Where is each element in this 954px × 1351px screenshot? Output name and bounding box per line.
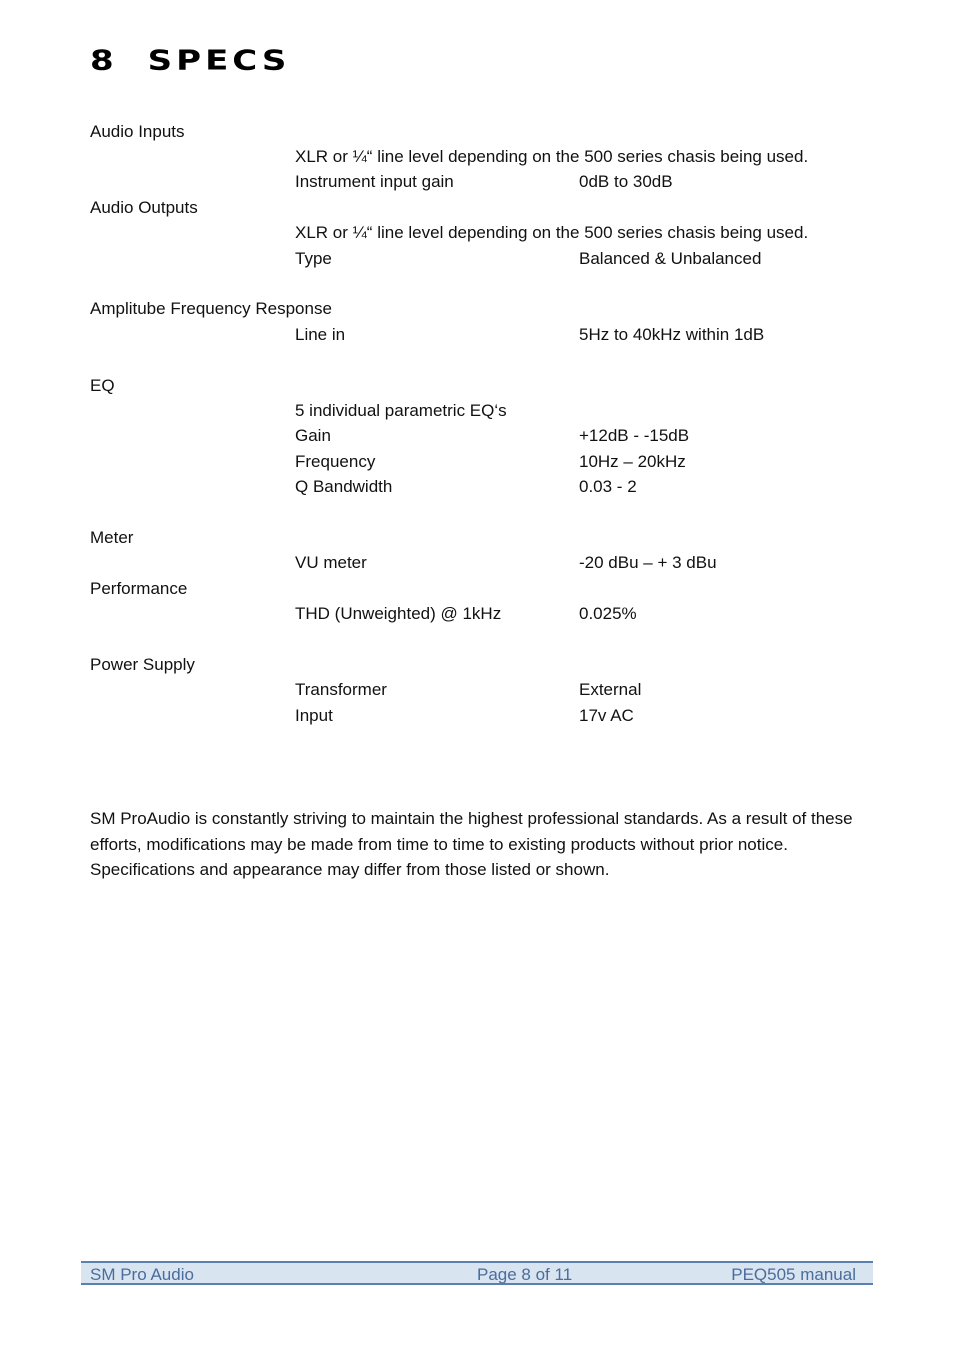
spec-note-audio-inputs: XLR or ¼“ line level depending on the 500 series chasis being used. <box>295 147 809 166</box>
disclaimer-paragraph: SM ProAudio is constantly striving to maintain the highest professional standards. As a result of these efforts, modifications may be made from time to time to existing products without prior notice. Specifications and appearance may differ from those listed or shown. <box>90 809 853 879</box>
spec-value-instrument-gain: 0dB to 30dB <box>579 172 673 191</box>
spec-value-line-in: 5Hz to 40kHz within 1dB <box>579 325 765 344</box>
footer-manual-title: PEQ505 manual <box>731 1265 856 1284</box>
spec-value-eq-frequency: 10Hz – 20kHz <box>579 452 686 471</box>
spec-key-power-input: Input <box>295 706 333 725</box>
spec-value-eq-gain: +12dB - -15dB <box>579 426 690 445</box>
page-footer <box>81 1261 873 1285</box>
spec-key-line-in: Line in <box>295 325 346 344</box>
spec-key-output-type: Type <box>295 249 332 268</box>
spec-label-meter: Meter <box>90 528 134 547</box>
spec-value-power-input: 17v AC <box>579 706 634 725</box>
page-heading <box>90 44 290 77</box>
spec-label-performance: Performance <box>90 579 188 598</box>
spec-label-frequency-response: Amplitube Frequency Response <box>90 299 332 318</box>
spec-value-vu-meter: -20 dBu – + 3 dBu <box>579 553 717 572</box>
spec-note-eq: 5 individual parametric EQ‘s <box>295 401 507 420</box>
spec-label-eq: EQ <box>90 376 115 395</box>
spec-note-audio-outputs: XLR or ¼“ line level depending on the 500 series chasis being used. <box>295 223 809 242</box>
footer-page-number: Page 8 of 11 <box>477 1265 573 1284</box>
spec-label-power-supply: Power Supply <box>90 655 195 674</box>
spec-key-instrument-gain: Instrument input gain <box>295 172 454 191</box>
spec-key-transformer: Transformer <box>295 680 387 699</box>
footer-company: SM Pro Audio <box>90 1265 194 1284</box>
spec-value-eq-q: 0.03 - 2 <box>579 477 637 496</box>
spec-key-eq-frequency: Frequency <box>295 452 376 471</box>
spec-label-audio-inputs: Audio Inputs <box>90 122 185 141</box>
spec-key-thd: THD (Unweighted) @ 1kHz <box>295 604 502 623</box>
section-title: SPECS <box>147 44 291 77</box>
section-number: 8 <box>90 44 118 77</box>
spec-key-eq-gain: Gain <box>295 426 331 445</box>
spec-key-vu-meter: VU meter <box>295 553 367 572</box>
spec-value-transformer: External <box>579 680 642 699</box>
spec-key-eq-q: Q Bandwidth <box>295 477 393 496</box>
spec-value-output-type: Balanced & Unbalanced <box>579 249 762 268</box>
spec-label-audio-outputs: Audio Outputs <box>90 198 198 217</box>
spec-value-thd: 0.025% <box>579 604 637 623</box>
